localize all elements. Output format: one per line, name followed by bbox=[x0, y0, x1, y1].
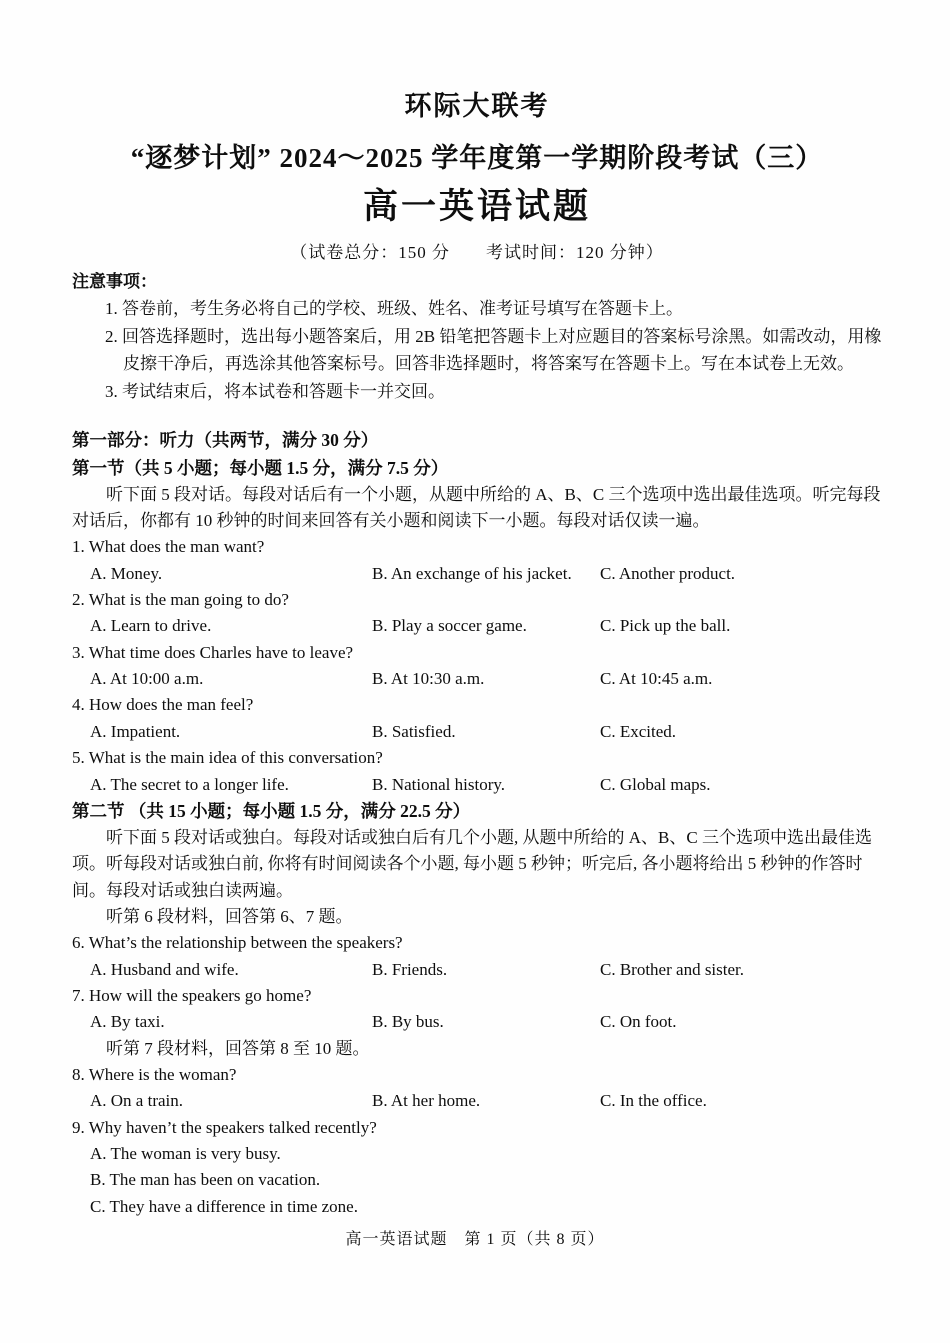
option-b: B. The man has been on vacation. bbox=[90, 1170, 321, 1190]
option-b: B. An exchange of his jacket. bbox=[372, 563, 572, 583]
question-text: 4. How does the man feel? bbox=[72, 695, 254, 715]
option-a: A. On a train. bbox=[90, 1091, 184, 1111]
question-3 bbox=[72, 640, 882, 693]
notice-item-2: 2. 回答选择题时，选出每小题答案后，用 2B 铅笔把答题卡上对应题目的答案标号涂黑。如需改动，用橡皮擦干净后，再选涂其他答案标号。回答非选择题时，将答案写在答题卡上。写在本试卷上无效。 bbox=[105, 326, 882, 374]
exam-meta: （试卷总分：150 分 考试时间：120 分钟） bbox=[290, 243, 664, 262]
question-7 bbox=[72, 983, 882, 1036]
option-a: A. Learn to drive. bbox=[90, 616, 212, 636]
options-row bbox=[72, 666, 882, 692]
question-8 bbox=[72, 1062, 882, 1115]
option-b: B. Friends. bbox=[372, 959, 448, 979]
organization-title: 环际大联考 bbox=[404, 91, 550, 121]
option-c: C. Brother and sister. bbox=[600, 959, 745, 979]
material-7-note: 听第 7 段材料，回答第 8 至 10 题。 bbox=[106, 1038, 370, 1058]
option-c: C. Excited. bbox=[600, 721, 677, 741]
options-row bbox=[72, 1009, 882, 1035]
option-a: A. Impatient. bbox=[90, 721, 181, 741]
page-footer: 高一英语试题 第 1 页（共 8 页） bbox=[345, 1231, 605, 1248]
options-row bbox=[72, 1088, 882, 1114]
question-2 bbox=[72, 587, 882, 640]
section2-instructions: 听下面 5 段对话或独白。每段对话或独白后有几个小题, 从题中所给的 A、B、C 三个选项中选出最佳选项。听每段对话或独白前, 你将有时间阅读各个小题, 每小题 5 秒钟；听完后, 各小题将给出 5 秒钟的作答时间。每段对话或独白读两遍。 bbox=[72, 827, 872, 900]
notice-title: 注意事项： bbox=[72, 272, 157, 291]
exam-header bbox=[72, 84, 882, 263]
part1-listening bbox=[72, 427, 882, 1220]
notice-item-1: 1. 答卷前，考生务必将自己的学校、班级、姓名、准考证号填写在答题卡上。 bbox=[105, 299, 683, 319]
subject-title: 高一英语试题 bbox=[362, 187, 591, 226]
option-b: B. National history. bbox=[372, 774, 505, 794]
option-b: B. Satisfied. bbox=[372, 721, 456, 741]
section2-heading: 第二节 （共 15 小题；每小题 1.5 分，满分 22.5 分） bbox=[72, 800, 471, 821]
section1-heading: 第一节（共 5 小题；每小题 1.5 分，满分 7.5 分） bbox=[72, 457, 449, 478]
question-text: 1. What does the man want? bbox=[72, 537, 265, 557]
options-row bbox=[72, 957, 882, 983]
question-text: 8. Where is the woman? bbox=[72, 1065, 237, 1085]
option-a: A. By taxi. bbox=[90, 1012, 165, 1032]
material-6-note: 听第 6 段材料，回答第 6、7 题。 bbox=[106, 907, 353, 926]
option-a: A. Money. bbox=[90, 563, 163, 583]
options-stacked bbox=[72, 1141, 882, 1220]
question-1 bbox=[72, 534, 882, 587]
option-c: C. Another product. bbox=[600, 563, 736, 583]
option-c: C. They have a difference in time zone. bbox=[90, 1196, 358, 1216]
question-text: 3. What time does Charles have to leave? bbox=[72, 642, 354, 662]
question-5 bbox=[72, 745, 882, 798]
option-a: A. Husband and wife. bbox=[90, 959, 239, 979]
option-a: A. At 10:00 a.m. bbox=[90, 669, 204, 689]
question-4 bbox=[72, 692, 882, 745]
option-a: A. The secret to a longer life. bbox=[90, 774, 289, 794]
option-c: C. Global maps. bbox=[600, 774, 711, 794]
option-b: B. At her home. bbox=[372, 1091, 481, 1111]
question-text: 7. How will the speakers go home? bbox=[72, 986, 312, 1006]
options-row bbox=[72, 561, 882, 587]
option-b: B. By bus. bbox=[372, 1012, 444, 1032]
question-text: 9. Why haven’t the speakers talked recently? bbox=[72, 1117, 377, 1137]
question-text: 5. What is the main idea of this conversation? bbox=[72, 748, 383, 768]
option-c: C. In the office. bbox=[600, 1091, 707, 1111]
option-b: B. Play a soccer game. bbox=[372, 616, 527, 636]
question-text: 6. What’s the relationship between the speakers? bbox=[72, 933, 403, 953]
option-c: C. At 10:45 a.m. bbox=[600, 669, 713, 689]
options-row bbox=[72, 772, 882, 798]
option-c: C. On foot. bbox=[600, 1012, 677, 1032]
part1-heading: 第一部分：听力（共两节，满分 30 分） bbox=[72, 430, 379, 451]
question-6 bbox=[72, 930, 882, 983]
options-row bbox=[72, 613, 882, 639]
option-c: C. Pick up the ball. bbox=[600, 616, 731, 636]
exam-title: “逐梦计划” 2024～2025 学年度第一学期阶段考试（三） bbox=[130, 143, 824, 173]
options-row bbox=[72, 719, 882, 745]
notice-item-3: 3. 考试结束后，将本试卷和答题卡一并交回。 bbox=[105, 381, 445, 401]
question-9 bbox=[72, 1115, 882, 1220]
section1-instructions: 听下面 5 段对话。每段对话后有一个小题，从题中所给的 A、B、C 三个选项中选出最佳选项。听完每段对话后，你都有 10 秒钟的时间来回答有关小题和阅读下一小题。每段对话仅读一遍。 bbox=[72, 484, 881, 531]
notice-section bbox=[72, 269, 882, 405]
question-text: 2. What is the man going to do? bbox=[72, 590, 289, 610]
option-b: B. At 10:30 a.m. bbox=[372, 669, 485, 689]
option-a: A. The woman is very busy. bbox=[90, 1144, 281, 1164]
